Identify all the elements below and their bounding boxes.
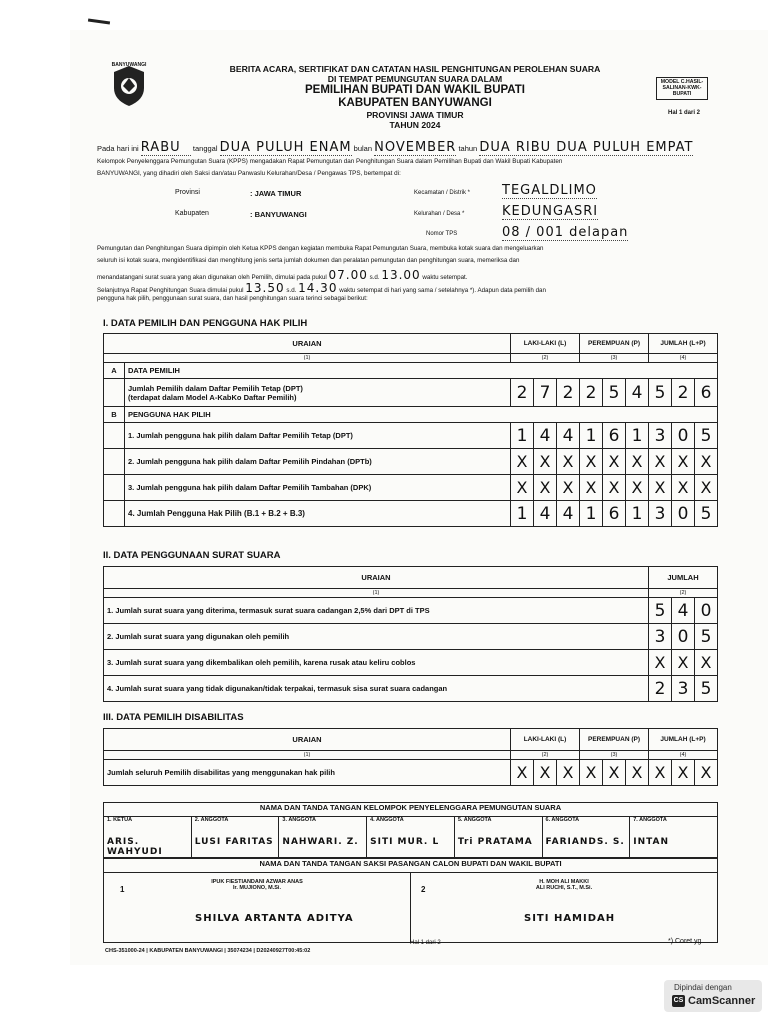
digit-cell: X — [626, 475, 649, 501]
header-line-1: BERITA ACARA, SERTIFIKAT DAN CATATAN HASIL PENGHITUNGAN PEROLEHAN SUARA — [229, 64, 601, 74]
section-3-title: III. DATA PEMILIH DISABILITAS — [103, 712, 244, 723]
col-perempuan: PEREMPUAN (P) — [580, 729, 649, 751]
b3-label: 3. Jumlah pengguna hak pilih dalam Daftar Pemilih Tambahan (DPK) — [125, 475, 511, 501]
digit-cell: 2 — [557, 379, 580, 407]
digit-cell: X — [534, 449, 557, 475]
footer-page: Hal 1 dari 2 — [410, 940, 441, 946]
b1-label: 1. Jumlah pengguna hak pilih dalam Daftar Pemilih Tetap (DPT) — [125, 423, 511, 449]
row-code: B — [104, 407, 125, 423]
digit-cell: X — [603, 475, 626, 501]
section-1-title: I. DATA PEMILIH DAN PENGGUNA HAK PILIH — [103, 318, 308, 329]
digit-cell: X — [511, 760, 534, 786]
col-num: (1) — [104, 751, 511, 760]
digit-cell: 4 — [672, 598, 695, 624]
digit-cell: X — [649, 760, 672, 786]
col-jumlah: JUMLAH (L+P) — [649, 334, 718, 354]
ss4-label: 4. Jumlah surat suara yang tidak digunakan/tidak terpakai, termasuk sisa surat suara cadangan — [104, 676, 649, 702]
digit-cell: 5 — [695, 423, 718, 449]
kpps-member: 3. ANGGOTA NAHWARI. Z. — [279, 817, 367, 858]
col-uraian: URAIAN — [104, 334, 511, 354]
intro-paragraph-4: seluruh isi kotak suara, mengidentifikasi dan menghitung jenis serta jumlah dokumen dan peralatan pemungutan dan penghitungan suara, memeriksa dan — [97, 257, 520, 264]
col-num: (2) — [511, 751, 580, 760]
digit-cell: 2 — [649, 676, 672, 702]
b2-label: 2. Jumlah pengguna hak pilih dalam Daftar Pemilih Pindahan (DPTb) — [125, 449, 511, 475]
digit-cell: 1 — [626, 423, 649, 449]
col-laki: LAKI-LAKI (L) — [511, 729, 580, 751]
document-header — [190, 64, 640, 130]
digit-cell: 3 — [649, 423, 672, 449]
hari-field: RABU — [141, 140, 191, 156]
kecamatan-value: TEGALDLIMO — [502, 183, 597, 198]
tanggal-field: DUA PULUH ENAM — [219, 140, 352, 155]
col-uraian: URAIAN — [104, 729, 511, 751]
intro-paragraph-5: menandatangani surat suara yang akan digunakan oleh Pemilih, dimulai pada pukul 07.00 s.d. 13.00 waktu setempat. — [97, 268, 468, 282]
header-line-2: DI TEMPAT PEMUNGUTAN SUARA DALAM — [327, 74, 503, 84]
intro-paragraph-6: Selanjutnya Rapat Penghitungan Suara dimulai pukul 13.50 s.d. 14.30 waktu setempat di hari yang sama / setelahnya *). Adapun data pemilih dan — [97, 281, 546, 295]
digit-cell: X — [672, 760, 695, 786]
digit-cell: 1 — [580, 501, 603, 527]
camscanner-watermark — [664, 980, 762, 1012]
digit-cell: 0 — [672, 501, 695, 527]
ss1-label: 1. Jumlah surat suara yang diterima, termasuk surat suara cadangan 2,5% dari DPT di TPS — [104, 598, 649, 624]
digit-cell: X — [649, 650, 672, 676]
dpt-label: Jumlah Pemilih dalam Daftar Pemilih Tetap (DPT) (terdapat dalam Model A-KabKo Daftar Pemilih) — [125, 379, 511, 407]
digit-cell: 5 — [695, 501, 718, 527]
digit-cell: 3 — [649, 624, 672, 650]
col-jumlah: JUMLAH — [649, 567, 718, 589]
kpps-member: 7. ANGGOTA INTAN — [630, 817, 718, 858]
col-num: (3) — [580, 354, 649, 363]
digit-cell: 4 — [557, 423, 580, 449]
kpps-title: NAMA DAN TANDA TANGAN KELOMPOK PENYELENGGARA PEMUNGUTAN SUARA — [104, 803, 718, 817]
digit-cell: 2 — [580, 379, 603, 407]
tps-label: Nomor TPS — [426, 231, 458, 237]
digit-cell: 0 — [672, 423, 695, 449]
digit-cell: 5 — [695, 624, 718, 650]
digit-cell: 1 — [580, 423, 603, 449]
digit-cell: 4 — [557, 501, 580, 527]
logo-caption: BANYUWANGI — [111, 62, 147, 68]
ss2-label: 2. Jumlah surat suara yang digunakan oleh pemilih — [104, 624, 649, 650]
col-num: (4) — [649, 354, 718, 363]
digit-cell: 0 — [672, 624, 695, 650]
pen-mark — [88, 18, 110, 24]
digit-cell: X — [603, 449, 626, 475]
row-heading: DATA PEMILIH — [125, 363, 718, 379]
digit-cell: X — [557, 449, 580, 475]
saksi-2: 2 H. MOH ALI MAKKI ALI RUCHI, S.T., M.Si. SITI HAMIDAH — [411, 873, 718, 943]
digit-cell: 0 — [695, 598, 718, 624]
digit-cell: 4 — [626, 379, 649, 407]
row-heading: PENGGUNA HAK PILIH — [125, 407, 718, 423]
b4-label: 4. Jumlah Pengguna Hak Pilih (B.1 + B.2 + B.3) — [125, 501, 511, 527]
digit-cell: X — [603, 760, 626, 786]
page-indicator: Hal 1 dari 2 — [668, 110, 701, 116]
row-code: A — [104, 363, 125, 379]
bulan-field: NOVEMBER — [374, 140, 457, 155]
camscanner-icon: CS — [672, 995, 685, 1007]
col-num: (4) — [649, 751, 718, 760]
digit-cell: X — [649, 475, 672, 501]
digit-cell: 5 — [649, 598, 672, 624]
kpps-member: 1. KETUA ARIS. WAHYUDI — [104, 817, 192, 858]
digit-cell: 5 — [649, 379, 672, 407]
digit-cell: X — [649, 449, 672, 475]
col-laki: LAKI-LAKI (L) — [511, 334, 580, 354]
watermark-line-1: Dipindai dengan — [674, 983, 732, 992]
intro-paragraph-7: pengguna hak pilih, penggunaan surat suara, dan hasil penghitungan suara terinci sebagai berikut: — [97, 295, 368, 302]
digit-cell: 1 — [626, 501, 649, 527]
col-num: (2) — [511, 354, 580, 363]
digit-cell: X — [557, 760, 580, 786]
col-num: (2) — [649, 589, 718, 598]
header-line-6: TAHUN 2024 — [389, 120, 441, 130]
intro-paragraph-2: BANYUWANGI, yang dihadiri oleh Saksi dan/atau Panwaslu Kelurahan/Desa / Pengawas TPS, bertempat di: — [97, 170, 401, 177]
kpps-member: 5. ANGGOTA Tri PRATAMA — [454, 817, 542, 858]
kelurahan-value: KEDUNGASRI — [502, 204, 599, 219]
kpps-member: 4. ANGGOTA SITI MUR. L — [367, 817, 455, 858]
kpps-member: 2. ANGGOTA LUSI FARITAS — [191, 817, 279, 858]
section-3-table — [103, 728, 718, 786]
col-uraian: URAIAN — [104, 567, 649, 589]
digit-cell: X — [695, 449, 718, 475]
footer-note: *) Coret yg — [668, 938, 702, 945]
section-1-table — [103, 333, 718, 527]
tahun-field: DUA RIBU DUA PULUH EMPAT — [479, 140, 694, 155]
digit-cell: X — [695, 475, 718, 501]
digit-cell: 2 — [511, 379, 534, 407]
provinsi-value: : JAWA TIMUR — [250, 189, 302, 198]
footer-code: CHS-351000-24 | KABUPATEN BANYUWANGI | 35074234 | D20240927T00:45:02 — [105, 948, 311, 954]
col-jumlah: JUMLAH (L+P) — [649, 729, 718, 751]
jam-selesai: 13.00 — [381, 268, 421, 282]
section-2-title: II. DATA PENGGUNAAN SURAT SUARA — [103, 550, 281, 561]
hitung-mulai: 13.50 — [245, 281, 285, 295]
digit-cell: X — [695, 760, 718, 786]
section-2-table — [103, 566, 718, 702]
digit-cell: X — [672, 449, 695, 475]
digit-cell: X — [580, 449, 603, 475]
ss3-label: 3. Jumlah surat suara yang dikembalikan oleh pemilih, karena rusak atau keliru coblos — [104, 650, 649, 676]
digit-cell: X — [580, 760, 603, 786]
intro-paragraph-1: Kelompok Penyelenggara Pemungutan Suara (KPPS) mengadakan Rapat Pemungutan dan Penghitungan Suara dalam Pemilihan Bupati dan Wakil Bupati Kabupaten — [97, 158, 563, 165]
col-perempuan: PEREMPUAN (P) — [580, 334, 649, 354]
signature-table — [103, 802, 718, 858]
digit-cell: 6 — [603, 501, 626, 527]
col-num: (1) — [104, 589, 649, 598]
digit-cell: X — [511, 475, 534, 501]
digit-cell: 2 — [672, 379, 695, 407]
digit-cell: X — [511, 449, 534, 475]
tps-value: 08 / 001 delapan — [502, 225, 629, 240]
digit-cell: 3 — [649, 501, 672, 527]
hitung-selesai: 14.30 — [298, 281, 338, 295]
col-num: (1) — [104, 354, 511, 363]
kpps-member: 6. ANGGOTA FARIANDS. S. — [542, 817, 630, 858]
date-line: Pada hari ini RABU tanggal DUA PULUH ENAM bulan NOVEMBER tahun DUA RIBU DUA PULUH EMPAT — [97, 140, 694, 155]
digit-cell: 6 — [695, 379, 718, 407]
saksi-title: NAMA DAN TANDA TANGAN SAKSI PASANGAN CALON BUPATI DAN WAKIL BUPATI — [104, 859, 718, 873]
col-num: (3) — [580, 751, 649, 760]
digit-cell: 5 — [603, 379, 626, 407]
digit-cell: X — [534, 475, 557, 501]
saksi-table — [103, 858, 718, 943]
digit-cell: 4 — [534, 423, 557, 449]
header-line-5: PROVINSI JAWA TIMUR — [366, 110, 464, 120]
digit-cell: X — [672, 475, 695, 501]
saksi-1: 1 IPUK FIESTIANDANI AZWAR ANAS Ir. MUJIONO, M.Si. SHILVA ARTANTA ADITYA — [104, 873, 411, 943]
watermark-line-2: CamScanner — [688, 995, 756, 1007]
digit-cell: 7 — [534, 379, 557, 407]
digit-cell: X — [534, 760, 557, 786]
header-line-4: KABUPATEN BANYUWANGI — [338, 97, 492, 109]
header-line-3: PEMILIHAN BUPATI DAN WAKIL BUPATI — [305, 84, 525, 96]
digit-cell: X — [626, 760, 649, 786]
digit-cell: X — [580, 475, 603, 501]
digit-cell: 5 — [695, 676, 718, 702]
digit-cell: X — [672, 650, 695, 676]
kelurahan-label: Kelurahan / Desa * — [414, 211, 465, 217]
jam-mulai: 07.00 — [328, 268, 368, 282]
digit-cell: 4 — [534, 501, 557, 527]
digit-cell: 1 — [511, 423, 534, 449]
digit-cell: 3 — [672, 676, 695, 702]
kecamatan-label: Kecamatan / Distrik * — [414, 190, 471, 196]
digit-cell: X — [626, 449, 649, 475]
digit-cell: X — [695, 650, 718, 676]
kabupaten-value: : BANYUWANGI — [250, 210, 307, 219]
digit-cell: 1 — [511, 501, 534, 527]
provinsi-label: Provinsi — [175, 189, 200, 196]
kabupaten-label: Kabupaten — [175, 210, 209, 217]
digit-cell: X — [557, 475, 580, 501]
disabilitas-label: Jumlah seluruh Pemilih disabilitas yang menggunakan hak pilih — [104, 760, 511, 786]
intro-paragraph-3: Pemungutan dan Penghitungan Suara dipimpin oleh Ketua KPPS dengan kegiatan membuka Rapat Pemungutan Suara, membuka kotak suara dan mengeluarkan — [97, 245, 544, 252]
digit-cell: 6 — [603, 423, 626, 449]
model-box: MODEL C.HASIL-SALINAN-KWK-BUPATI — [656, 77, 708, 100]
